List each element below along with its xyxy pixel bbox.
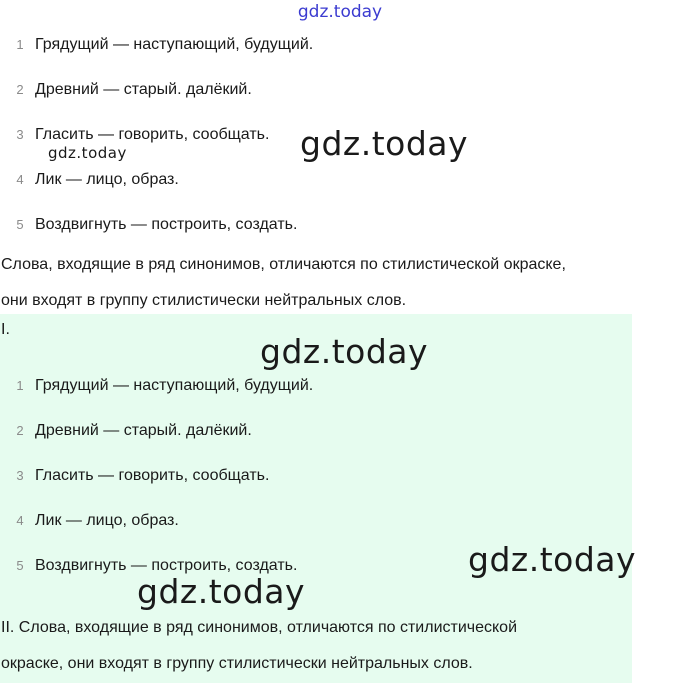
answer-paragraph-highlighted [0, 610, 680, 682]
watermark-large: gdz.today [300, 124, 469, 163]
list-number: 5 [16, 558, 24, 573]
watermark-top: gdz.today [297, 2, 383, 22]
list-text: Лик — лицо, образ. [35, 171, 179, 188]
watermark-large: gdz.today [468, 540, 637, 579]
list-number: 3 [16, 127, 24, 142]
watermark-small: gdz.today [48, 144, 127, 162]
paragraph-line: окраске, они входят в группу стилистически нейтральных слов. [1, 655, 473, 672]
list-number: 4 [16, 513, 24, 528]
list-item [0, 202, 680, 247]
list-text: Древний — старый. далёкий. [35, 422, 252, 439]
list-number: 2 [16, 423, 24, 438]
list-item [0, 498, 632, 543]
watermark-large: gdz.today [260, 332, 429, 371]
list-text: Лик — лицо, образ. [35, 512, 179, 529]
list-text: Воздвигнуть — построить, создать. [35, 216, 298, 233]
list-text: Древний — старый. далёкий. [35, 81, 252, 98]
list-text: Воздвигнуть — построить, создать. [35, 557, 298, 574]
list-number: 3 [16, 468, 24, 483]
list-text: Гласить — говорить, сообщать. [35, 126, 270, 143]
list-number: 4 [16, 172, 24, 187]
list-number: 1 [16, 37, 24, 52]
paragraph-line: Слова, входящие в ряд синонимов, отличаются по стилистической окраске, [1, 256, 566, 273]
list-item [0, 157, 680, 202]
list-text: Грядущий — наступающий, будущий. [35, 377, 314, 394]
list-number: 2 [16, 82, 24, 97]
list-item [0, 408, 632, 453]
section-numeral: I. [1, 321, 10, 338]
list-item [0, 453, 632, 498]
watermark-large: gdz.today [137, 572, 306, 611]
list-item [0, 22, 680, 67]
list-number: 1 [16, 378, 24, 393]
list-number: 5 [16, 217, 24, 232]
list-text: Гласить — говорить, сообщать. [35, 467, 270, 484]
list-item [0, 67, 680, 112]
answer-section-plain [0, 22, 680, 319]
paragraph-line: II. Слова, входящие в ряд синонимов, отличаются по стилистической [1, 619, 518, 636]
paragraph-line: они входят в группу стилистически нейтральных слов. [1, 292, 407, 309]
list-text: Грядущий — наступающий, будущий. [35, 36, 314, 53]
